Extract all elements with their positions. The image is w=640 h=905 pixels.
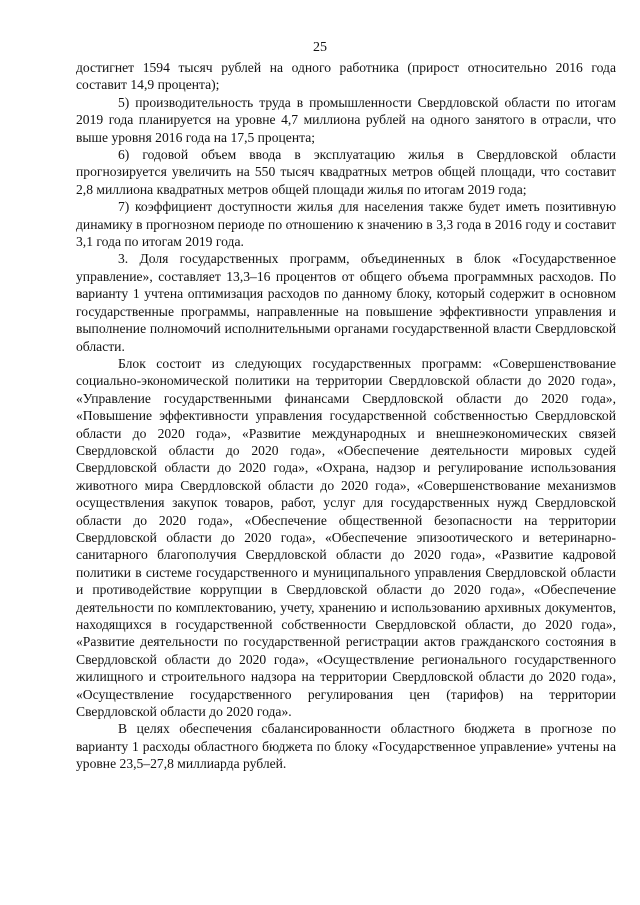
paragraph-labor-productivity: 5) производительность труда в промышленности Свердловской области по итогам 2019 года планируется на уровне 4,7 миллиона рублей на одного занятого в отрасли, что выше уровня 2016 года на 17,5 процента; bbox=[76, 94, 616, 145]
paragraph-housing-commissioning: 6) годовой объем ввода в эксплуатацию жилья в Свердловской области прогнозируется увеличить на 550 тысяч квадратных метров общей площади, что составит 2,8 миллиона квадратных метров общей площади жилья по итогам 2019 года; bbox=[76, 147, 616, 197]
paragraph-budget-balance: В целях обеспечения сбалансированности областного бюджета в прогнозе по варианту 1 расходы областного бюджета по блоку «Государственное управление» учтены на уровне 23,5–27,8 миллиарда рублей. bbox=[76, 721, 616, 772]
paragraph-housing-affordability: 7) коэффициент доступности жилья для населения также будет иметь позитивную динамику в прогнозном периоде по отношению к значению в 3,3 года в 2016 году и составит 3,1 года по итогам 2019 года. bbox=[76, 199, 616, 250]
page-number: 25 bbox=[313, 40, 327, 55]
paragraph-program-list: Блок состоит из следующих государственных программ: «Совершенствование социально-экономической политики на территории Свердловской области до 2020 года», «Управление государственными финансами Свердловской области до 2020 года», «Повышение эффективности управления государственной собственностью Свердловской области до 2020 года», «Развитие международных и внешнеэкономических связей Свердловской области до 2020 года», «Обеспечение деятельности мировых судей Свердловской области до 2020 года», «Охрана, надзор и регулирование использования животного мира Свердловской области до 2020 года», «Совершенствование механизмов осуществления закупок товаров, работ, услуг для государственных нужд Свердловской области до 2020 года», «Обеспечение общественной безопасности на территории Свердловской области до 2020 года», «Обеспечение эпизоотического и ветеринарно-санитарного благополучия Свердловской области до 2020 года», «Развитие кадровой политики в системе государственного и муниципального управления Свердловской области и противодействие коррупции в Свердловской области до 2020 года», «Обеспечение деятельности по комплектованию, учету, хранению и использованию архивных документов, находящихся в государственной собственности Свердловской области, до 2020 года», «Развитие деятельности по государственной регистрации актов гражданского состояния в Свердловской области до 2020 года», «Осуществление регионального государственного жилищного и строительного надзора на территории Свердловской области до 2020 года», «Осуществление государственного регулирования цен (тарифов) на территории Свердловской области до 2020 года». bbox=[76, 355, 616, 720]
document-body bbox=[76, 59, 616, 773]
paragraph-continued: достигнет 1594 тысяч рублей на одного работника (прирост относительно 2016 года составит 14,9 процента); bbox=[76, 60, 616, 93]
paragraph-state-management-share: 3. Доля государственных программ, объединенных в блок «Государственное управление», составляет 13,3–16 процентов от общего объема программных расходов. По варианту 1 учтена оптимизация расходов по данному блоку, который содержит в основном государственные программы, направленные на повышение эффективности управления и выполнение полномочий исполнительными органами государственной власти Свердловской области. bbox=[76, 251, 616, 354]
